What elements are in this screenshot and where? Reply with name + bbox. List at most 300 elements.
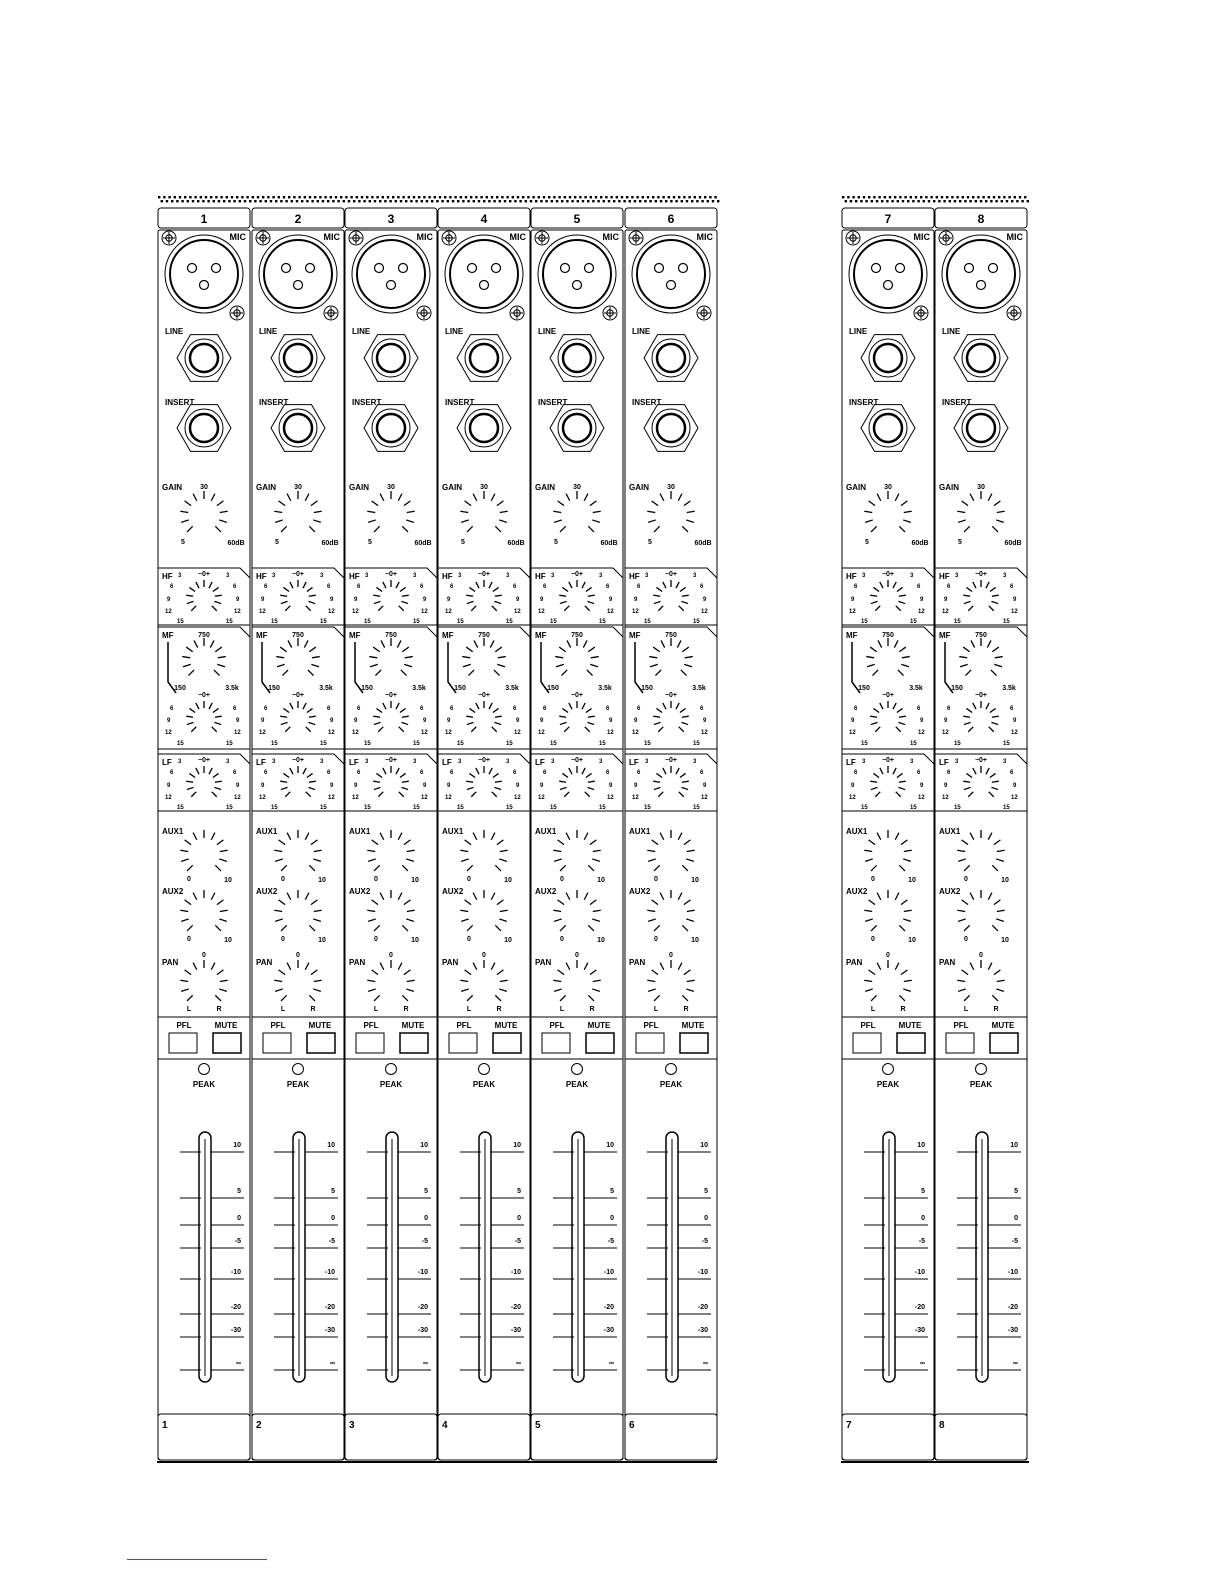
scale-tick [973, 582, 976, 588]
jack-hole [657, 414, 685, 442]
perf-dot [876, 200, 878, 202]
channel-number: 8 [977, 212, 985, 226]
eq-mark: 12 [234, 730, 241, 736]
xlr-mic-input-icon[interactable] [849, 235, 927, 313]
scale-tick [988, 494, 992, 501]
scale-tick [219, 859, 227, 861]
perf-dot [447, 200, 449, 202]
knob-scale[interactable] [653, 766, 689, 797]
aux1-label: AUX1 [349, 827, 371, 836]
mf-freq-max-mark: 3.5k [909, 685, 923, 692]
mf-freq-max-mark: 3.5k [319, 685, 333, 692]
eq-mark: 9 [920, 718, 924, 724]
scale-tick [559, 781, 566, 782]
jack-socket-icon[interactable] [457, 405, 511, 452]
scale-tick [997, 910, 1005, 911]
scale-tick [465, 840, 471, 845]
knob-scale[interactable] [957, 960, 1004, 1001]
pfl-button[interactable] [356, 1033, 384, 1053]
knob-scale[interactable] [276, 638, 319, 676]
jack-socket-icon[interactable] [550, 405, 604, 452]
xlr-pin [679, 264, 688, 273]
knob-scale[interactable] [274, 960, 321, 1001]
knob-scale[interactable] [182, 638, 225, 676]
scale-tick [584, 833, 588, 840]
perf-dot [457, 200, 459, 202]
knob-scale[interactable] [555, 638, 598, 676]
knob-scale[interactable] [647, 830, 694, 871]
scale-tick [658, 792, 663, 797]
fader-scale-mark: 5 [610, 1188, 614, 1195]
lf-eq [842, 754, 934, 811]
knob-scale[interactable] [462, 638, 505, 676]
pfl-label: PFL [456, 1021, 472, 1030]
perf-dot [262, 196, 264, 198]
knob-scale[interactable] [649, 638, 692, 676]
hf-eq-label: HF [629, 572, 640, 581]
pfl-button[interactable] [636, 1033, 664, 1053]
scale-tick [992, 925, 998, 931]
knob-scale[interactable] [864, 890, 911, 931]
scale-tick [679, 606, 684, 611]
perf-dot [993, 196, 995, 198]
scale-tick [491, 833, 495, 840]
perf-dot [959, 200, 961, 202]
aux2-label: AUX2 [349, 887, 371, 896]
perf-dot [579, 196, 581, 198]
xlr-mic-input-icon[interactable] [165, 235, 243, 313]
mute-button[interactable] [400, 1033, 428, 1053]
knob-scale[interactable] [280, 580, 316, 611]
perf-dot [467, 200, 469, 202]
knob-scale[interactable] [274, 491, 321, 532]
channel-fader[interactable] [274, 1132, 338, 1382]
xlr-outer [849, 235, 927, 313]
knob-scale[interactable] [466, 766, 502, 797]
knob-scale[interactable] [367, 491, 414, 532]
eq-mark: 9 [944, 718, 948, 724]
scale-tick [306, 606, 311, 611]
knob-scale[interactable] [180, 890, 227, 931]
perf-dot [943, 200, 945, 202]
scale-tick [473, 494, 477, 501]
scale-tick [877, 833, 881, 840]
knob-scale[interactable] [963, 580, 999, 611]
xlr-pin [282, 264, 291, 273]
scale-tick [495, 647, 501, 652]
scale-tick [677, 640, 681, 647]
scale-tick [553, 910, 561, 911]
scale-tick [904, 511, 912, 512]
mf-freq-max-mark: 3.5k [1002, 685, 1016, 692]
perf-dot [280, 200, 282, 202]
lf-eq [345, 754, 437, 811]
xlr-mic-input-icon[interactable] [352, 235, 430, 313]
perf-dot [449, 196, 451, 198]
mf-eq [158, 627, 250, 749]
scale-tick [654, 995, 660, 1001]
knob-scale[interactable] [280, 766, 316, 797]
perf-dot [441, 200, 443, 202]
perf-dot [1016, 200, 1018, 202]
eq-mark: 6 [420, 584, 424, 590]
scale-tick [189, 587, 195, 591]
knob-scale[interactable] [647, 960, 694, 1001]
jack-socket-icon[interactable] [954, 335, 1008, 382]
channel-fader[interactable] [864, 1132, 928, 1382]
scale-tick [309, 925, 315, 931]
mute-button[interactable] [897, 1033, 925, 1053]
perf-dot [652, 196, 654, 198]
knob-scale[interactable] [559, 701, 595, 732]
mf-label: MF [349, 631, 361, 640]
gain-top-mark: 30 [573, 484, 581, 491]
perf-dot [480, 196, 482, 198]
knob-scale[interactable] [280, 701, 316, 732]
pfl-label: PFL [270, 1021, 286, 1030]
knob-scale[interactable] [653, 701, 689, 732]
eq-mark: 6 [450, 706, 454, 712]
pan-right-mark: R [589, 1006, 595, 1013]
scale-tick [313, 859, 321, 861]
fader-scale-mark: 5 [1014, 1188, 1018, 1195]
scale-tick [494, 787, 501, 789]
knob-scale[interactable] [274, 890, 321, 931]
gain-label: GAIN [442, 483, 462, 492]
scale-tick [497, 900, 503, 905]
knob-scale[interactable] [864, 491, 911, 532]
scale-tick [895, 833, 899, 840]
scale-tick [986, 582, 989, 588]
scale-tick [211, 893, 215, 900]
knob-scale[interactable] [647, 890, 694, 931]
pfl-button[interactable] [853, 1033, 881, 1053]
jack-socket-icon[interactable] [457, 335, 511, 382]
line-label: LINE [942, 327, 961, 336]
lf-eq-label: LF [442, 758, 452, 767]
scale-tick [398, 893, 402, 900]
jack-socket-icon[interactable] [644, 405, 698, 452]
pfl-button[interactable] [263, 1033, 291, 1053]
scale-tick [462, 657, 470, 658]
knob-scale[interactable] [864, 830, 911, 871]
scale-tick [957, 980, 965, 981]
knob-scale[interactable] [559, 766, 595, 797]
pfl-button[interactable] [946, 1033, 974, 1053]
perf-dot [686, 200, 688, 202]
knob-scale[interactable] [373, 766, 409, 797]
aux1-label: AUX1 [162, 827, 184, 836]
scale-tick [189, 708, 195, 712]
knob-scale[interactable] [870, 580, 906, 611]
eq-mark: 15 [177, 741, 184, 747]
scale-tick [186, 781, 193, 782]
scale-tick [307, 773, 313, 777]
scale-tick [191, 727, 196, 732]
scale-tick [399, 792, 404, 797]
jack-socket-icon[interactable] [954, 405, 1008, 452]
scribble-strip [252, 1414, 344, 1460]
jack-socket-icon[interactable] [177, 335, 231, 382]
jack-socket-icon[interactable] [271, 335, 325, 382]
jack-socket-icon[interactable] [861, 405, 915, 452]
knob-scale[interactable] [647, 491, 694, 532]
jack-socket-icon[interactable] [861, 335, 915, 382]
perf-dot [600, 196, 602, 198]
fader-scale-mark: 0 [424, 1215, 428, 1222]
scale-tick [588, 595, 595, 596]
knob-scale[interactable] [369, 638, 412, 676]
knob-scale[interactable] [553, 960, 600, 1001]
lf-eq-label: LF [535, 758, 545, 767]
pfl-button[interactable] [542, 1033, 570, 1053]
scale-tick [655, 670, 661, 676]
fader-scale-mark: 0 [921, 1215, 925, 1222]
jack-hole [190, 414, 218, 442]
knob-scale[interactable] [957, 890, 1004, 931]
scale-tick [991, 787, 998, 789]
jack-socket-icon[interactable] [271, 405, 325, 452]
fader-scale-mark: 5 [331, 1188, 335, 1195]
scale-tick [368, 859, 376, 861]
knob-scale[interactable] [460, 960, 507, 1001]
channel-fader[interactable] [367, 1132, 431, 1382]
knob-scale[interactable] [553, 890, 600, 931]
knob-scale[interactable] [959, 638, 1002, 676]
scale-tick [187, 722, 194, 724]
eq-mark: 15 [599, 805, 606, 811]
knob-scale[interactable] [963, 701, 999, 732]
knob-scale[interactable] [460, 830, 507, 871]
scale-tick [560, 526, 566, 532]
scale-tick [308, 601, 315, 603]
xlr-mic-input-icon[interactable] [259, 235, 337, 313]
knob-scale[interactable] [870, 766, 906, 797]
knob-scale[interactable] [367, 960, 414, 1001]
xlr-inner [264, 240, 332, 308]
knob-scale[interactable] [460, 890, 507, 931]
channel-fader[interactable] [647, 1132, 711, 1382]
perf-dot [631, 196, 633, 198]
screw-icon [1007, 306, 1021, 320]
jack-hole [284, 414, 312, 442]
scale-tick [682, 647, 688, 652]
eq-mark: 15 [644, 805, 651, 811]
mute-button[interactable] [307, 1033, 335, 1053]
knob-scale[interactable] [373, 580, 409, 611]
mute-button[interactable] [493, 1033, 521, 1053]
pfl-label: PFL [953, 1021, 969, 1030]
scale-tick [375, 670, 381, 676]
scale-tick [187, 865, 193, 871]
xlr-mic-input-icon[interactable] [632, 235, 710, 313]
xlr-mic-input-icon[interactable] [942, 235, 1020, 313]
knob-scale[interactable] [957, 491, 1004, 532]
hf-eq-label: HF [349, 572, 360, 581]
screw-icon [629, 231, 643, 245]
scale-tick [373, 781, 380, 782]
perf-dot [387, 196, 389, 198]
eq-mark: 12 [701, 609, 708, 615]
gain-max-mark: 60dB [1004, 540, 1022, 547]
knob-scale[interactable] [553, 491, 600, 532]
mute-button[interactable] [680, 1033, 708, 1053]
xlr-mic-input-icon[interactable] [538, 235, 616, 313]
scale-tick [680, 587, 686, 591]
pfl-button[interactable] [449, 1033, 477, 1053]
knob-scale[interactable] [367, 830, 414, 871]
perf-dot [712, 200, 714, 202]
scale-tick [308, 722, 315, 724]
eq-mark: 15 [644, 741, 651, 747]
scale-tick [367, 980, 375, 981]
knob-scale[interactable] [186, 701, 222, 732]
scale-tick [963, 716, 970, 717]
eq-mark: 3 [645, 573, 649, 579]
knob-scale[interactable] [373, 701, 409, 732]
knob-scale[interactable] [186, 580, 222, 611]
scale-tick [584, 494, 588, 501]
knob-scale[interactable] [963, 766, 999, 797]
xlr-pin [387, 281, 396, 290]
eq-center-mark: −0+ [570, 692, 584, 699]
knob-scale[interactable] [559, 580, 595, 611]
perf-dot [527, 196, 529, 198]
scale-tick [218, 657, 226, 658]
perf-dot [1014, 196, 1016, 198]
scale-tick [280, 781, 287, 782]
xlr-mic-input-icon[interactable] [445, 235, 523, 313]
jack-socket-icon[interactable] [644, 335, 698, 382]
perf-dot [899, 196, 901, 198]
scale-tick [591, 657, 599, 658]
knob-scale[interactable] [553, 830, 600, 871]
scale-tick [213, 773, 219, 777]
scale-tick [493, 587, 499, 591]
scale-tick [180, 850, 188, 851]
scale-tick [870, 781, 877, 782]
jack-socket-icon[interactable] [550, 335, 604, 382]
scale-tick [880, 768, 883, 774]
mf-label: MF [939, 631, 951, 640]
knob-scale[interactable] [180, 491, 227, 532]
scale-tick [212, 727, 217, 732]
eq-mark: 6 [327, 770, 331, 776]
scale-tick [220, 910, 228, 911]
scale-tick [490, 640, 494, 647]
eq-mark: 6 [264, 584, 268, 590]
perf-dot [538, 196, 540, 198]
eq-mark: 12 [165, 730, 172, 736]
mute-button[interactable] [586, 1033, 614, 1053]
knob-scale[interactable] [460, 491, 507, 532]
knob-scale[interactable] [180, 960, 227, 1001]
perf-dot [525, 200, 527, 202]
perf-dot [1001, 200, 1003, 202]
perf-dot [668, 196, 670, 198]
eq-mark: 15 [861, 805, 868, 811]
jack-hole [657, 344, 685, 372]
perf-dot [376, 196, 378, 198]
scale-tick [489, 582, 492, 588]
mf-freq-top-mark: 750 [882, 632, 894, 639]
aux-max-mark: 10 [411, 937, 419, 944]
mute-button[interactable] [213, 1033, 241, 1053]
mf-freq-min-mark: 150 [361, 685, 373, 692]
perf-dot [353, 200, 355, 202]
scale-tick [897, 587, 903, 591]
scale-tick [647, 511, 655, 512]
scale-tick [899, 865, 905, 871]
channel-fader[interactable] [460, 1132, 524, 1382]
knob-scale[interactable] [274, 830, 321, 871]
eq-mark: 3 [551, 759, 555, 765]
perf-dot [371, 196, 373, 198]
fader-scale-mark: -5 [328, 1238, 335, 1245]
eq-mark: 15 [693, 741, 700, 747]
eq-mark: 9 [236, 718, 240, 724]
channel-fader[interactable] [180, 1132, 244, 1382]
mf-freq-min-mark: 150 [174, 685, 186, 692]
mute-button[interactable] [990, 1033, 1018, 1053]
knob-scale[interactable] [870, 701, 906, 732]
perf-dot [418, 196, 420, 198]
eq-mark: 15 [177, 619, 184, 625]
channel-fader[interactable] [957, 1132, 1021, 1382]
scale-tick [648, 859, 656, 861]
screw-icon [442, 231, 456, 245]
aux-min-mark: 0 [560, 876, 564, 883]
pfl-button[interactable] [169, 1033, 197, 1053]
knob-scale[interactable] [186, 766, 222, 797]
pan-center-mark: 0 [482, 952, 486, 959]
pfl-label: PFL [549, 1021, 565, 1030]
lf-eq-label: LF [846, 758, 856, 767]
eq-center-mark: −0+ [197, 571, 211, 578]
scale-tick [660, 963, 664, 970]
knob-scale[interactable] [864, 960, 911, 1001]
knob-scale[interactable] [466, 580, 502, 611]
scale-tick [407, 850, 415, 851]
mf-freq-min-mark: 150 [547, 685, 559, 692]
knob-scale[interactable] [653, 580, 689, 611]
scale-tick [656, 773, 662, 777]
jack-socket-icon[interactable] [364, 335, 418, 382]
scale-tick [686, 919, 694, 921]
scale-tick [402, 526, 408, 532]
knob-scale[interactable] [367, 890, 414, 931]
scale-tick [489, 703, 492, 709]
perf-dot [1008, 196, 1010, 198]
scale-tick [649, 657, 657, 658]
scale-tick [495, 716, 502, 717]
aux-max-mark: 10 [224, 937, 232, 944]
knob-scale[interactable] [466, 701, 502, 732]
channel-fader[interactable] [553, 1132, 617, 1382]
knob-scale[interactable] [180, 830, 227, 871]
channel-strip-5 [531, 208, 623, 1460]
scale-tick [554, 520, 562, 522]
jack-socket-icon[interactable] [364, 405, 418, 452]
jack-socket-icon[interactable] [177, 405, 231, 452]
knob-scale[interactable] [866, 638, 909, 676]
fader-scale-mark: -20 [230, 1304, 241, 1311]
scale-tick [877, 893, 881, 900]
knob-scale[interactable] [957, 830, 1004, 871]
eq-mark: 12 [421, 795, 428, 801]
scale-tick [311, 501, 317, 506]
perf-dot [197, 200, 199, 202]
